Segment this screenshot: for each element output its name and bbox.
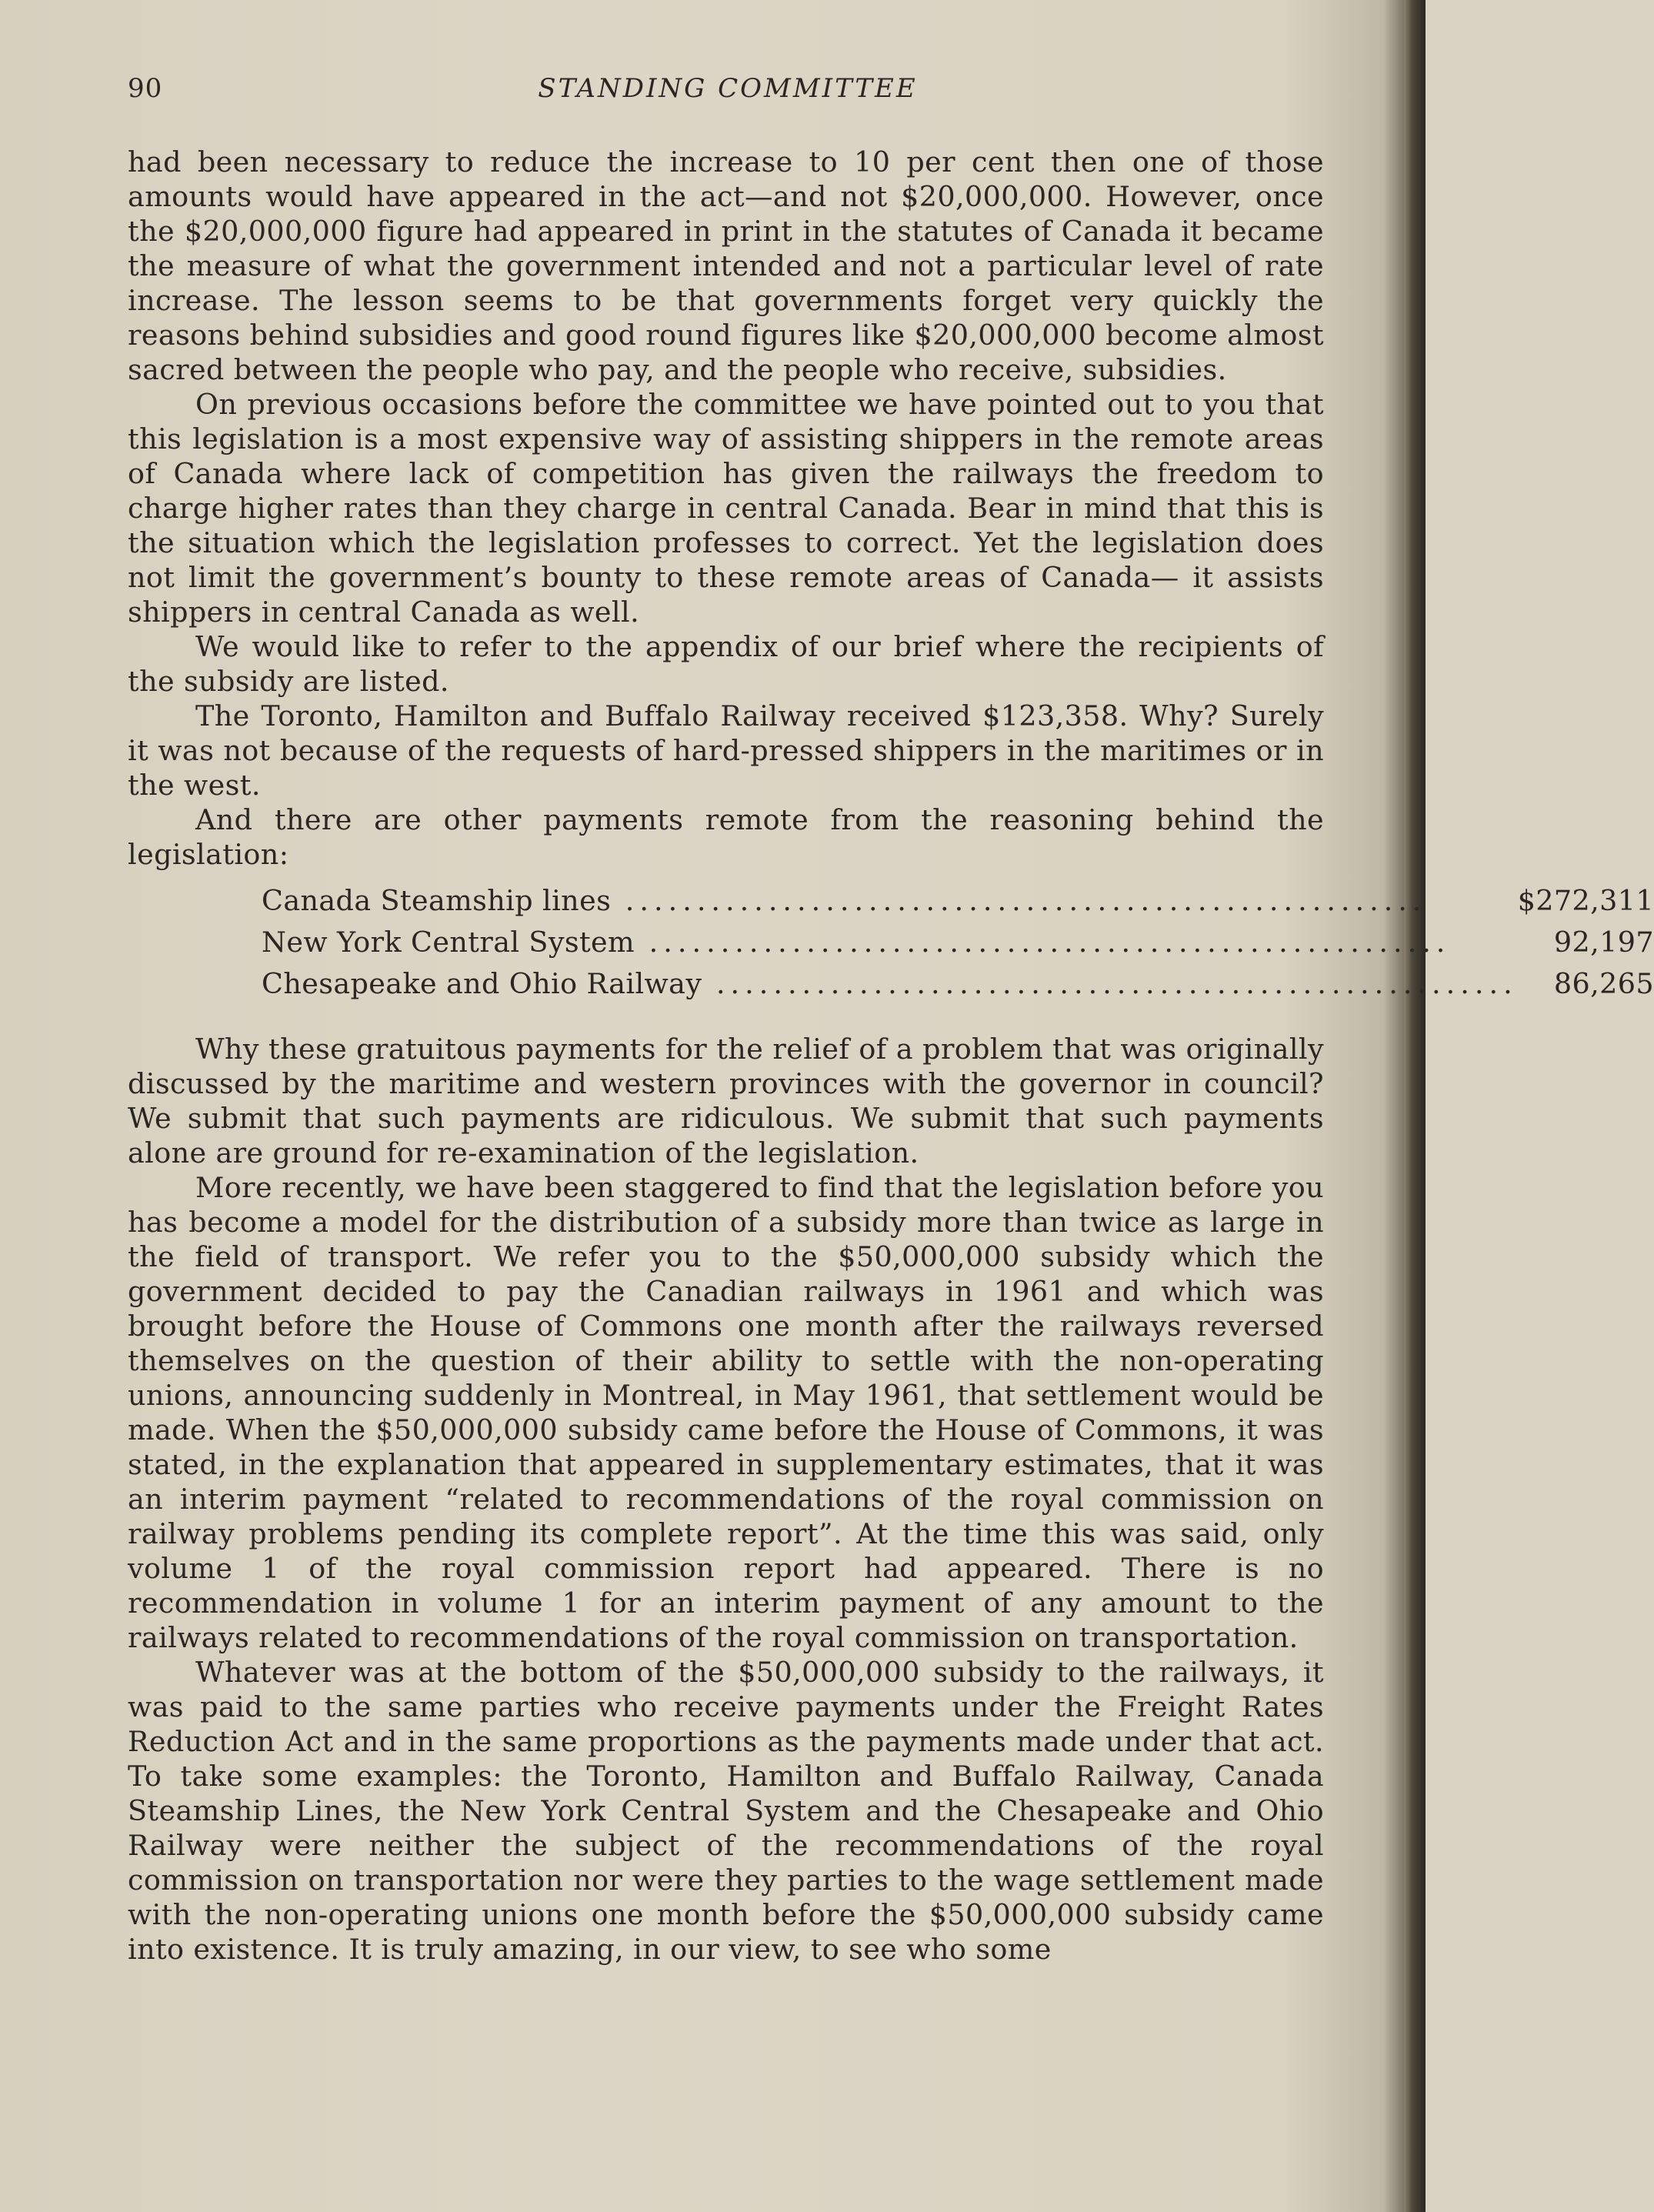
payment-recipient: New York Central System [262, 925, 635, 959]
paragraph: had been necessary to reduce the increase to 10 per cent then one of those amounts would have appeared in the act—and not $20,000,000. However, once the $20,000,000 figure had appeared in print in the statutes of Canada it became the measure of what the government intended and not a particular level of rate increase. The lesson seems to be that governments forget very quickly the reasons behind subsidies and good round figures like $20,000,000 become almost sacred between the people who pay, and the people who receive, subsidies. [128, 145, 1324, 386]
running-head: STANDING COMMITTEE [538, 73, 918, 104]
table-row [262, 879, 1654, 921]
table-row [262, 921, 1654, 963]
leader-dots: ........................................................ [611, 883, 1427, 917]
payment-amount: $272,311 [1517, 883, 1654, 917]
paragraph: More recently, we have been staggered to find that the legislation before you has become a model for the distribution of a subsidy more than twice as large in the field of transport. We refer you to the $50,000,000 subsidy which the government decided to pay the Canadian railways in 1961 and which was brought before the House of Commons one month after the railways reversed themselves on the question of their ability to settle with the non-operating unions, announcing suddenly in Montreal, in May 1961, that settlement would be made. When the $50,000,000 subsidy came before the House of Commons, it was stated, in the explanation that appeared in supplementary estimates, that it was an interim payment “related to recommendations of the royal commission on railway problems pending its complete report”. At the time this was said, only volume 1 of the royal commission report had appeared. There is no recommendation in volume 1 for an interim payment of any amount to the railways related to recommendations of the royal commission on transportation. [128, 1171, 1324, 1654]
paragraph: And there are other payments remote from the reasoning behind the legislation: [128, 803, 1324, 871]
table-row [262, 963, 1654, 1004]
page-body [128, 145, 1654, 1967]
paragraph: Whatever was at the bottom of the $50,000,000 subsidy to the railways, it was paid to the same parties who receive payments under the Freight Rates Reduction Act and in the same proportions as the payments made under that act. To take some examples: the Toronto, Hamilton and Buffalo Railway, Canada Steamship Lines, the New York Central System and the Chesapeake and Ohio Railway were neither the subject of the recommendations of the royal commission on transportation nor were they parties to the wage settlement made with the non-operating unions one month before the $50,000,000 subsidy came into existence. It is truly amazing, in our view, to see who some [128, 1656, 1324, 1966]
paragraph: We would like to refer to the appendix of our brief where the recipients of the subsidy are listed. [128, 630, 1324, 698]
payments-table [262, 879, 1654, 1004]
payment-recipient: Canada Steamship lines [262, 883, 612, 917]
paragraph: On previous occasions before the committee we have pointed out to you that this legislation is a most expensive way of assisting shippers in the remote areas of Canada where lack of competition has given the railways the freedom to charge higher rates than they charge in central Canada. Bear in mind that this is the situation which the legislation professes to correct. Yet the legislation does not limit the government’s bounty to these remote areas of Canada— it assists shippers in central Canada as well. [128, 388, 1324, 629]
paragraph: The Toronto, Hamilton and Buffalo Railway received $123,358. Why? Surely it was not because of the requests of hard-pressed shippers in the maritimes or in the west. [128, 699, 1324, 802]
paragraph: Why these gratuitous payments for the relief of a problem that was originally discussed by the maritime and western provinces with the governor in council? We submit that such payments are ridiculous. We submit that such payments alone are ground for re-examination of the legislation. [128, 1033, 1324, 1169]
payment-recipient: Chesapeake and Ohio Railway [262, 966, 702, 1000]
book-spine-shadow [1404, 0, 1426, 2212]
payment-amount: 92,197 [1553, 925, 1654, 959]
page-number: 90 [128, 73, 163, 104]
payment-amount: 86,265 [1553, 966, 1654, 1000]
leader-dots: ........................................................ [635, 925, 1451, 959]
page-header [128, 73, 1328, 112]
leader-dots: ........................................................ [702, 966, 1518, 1000]
